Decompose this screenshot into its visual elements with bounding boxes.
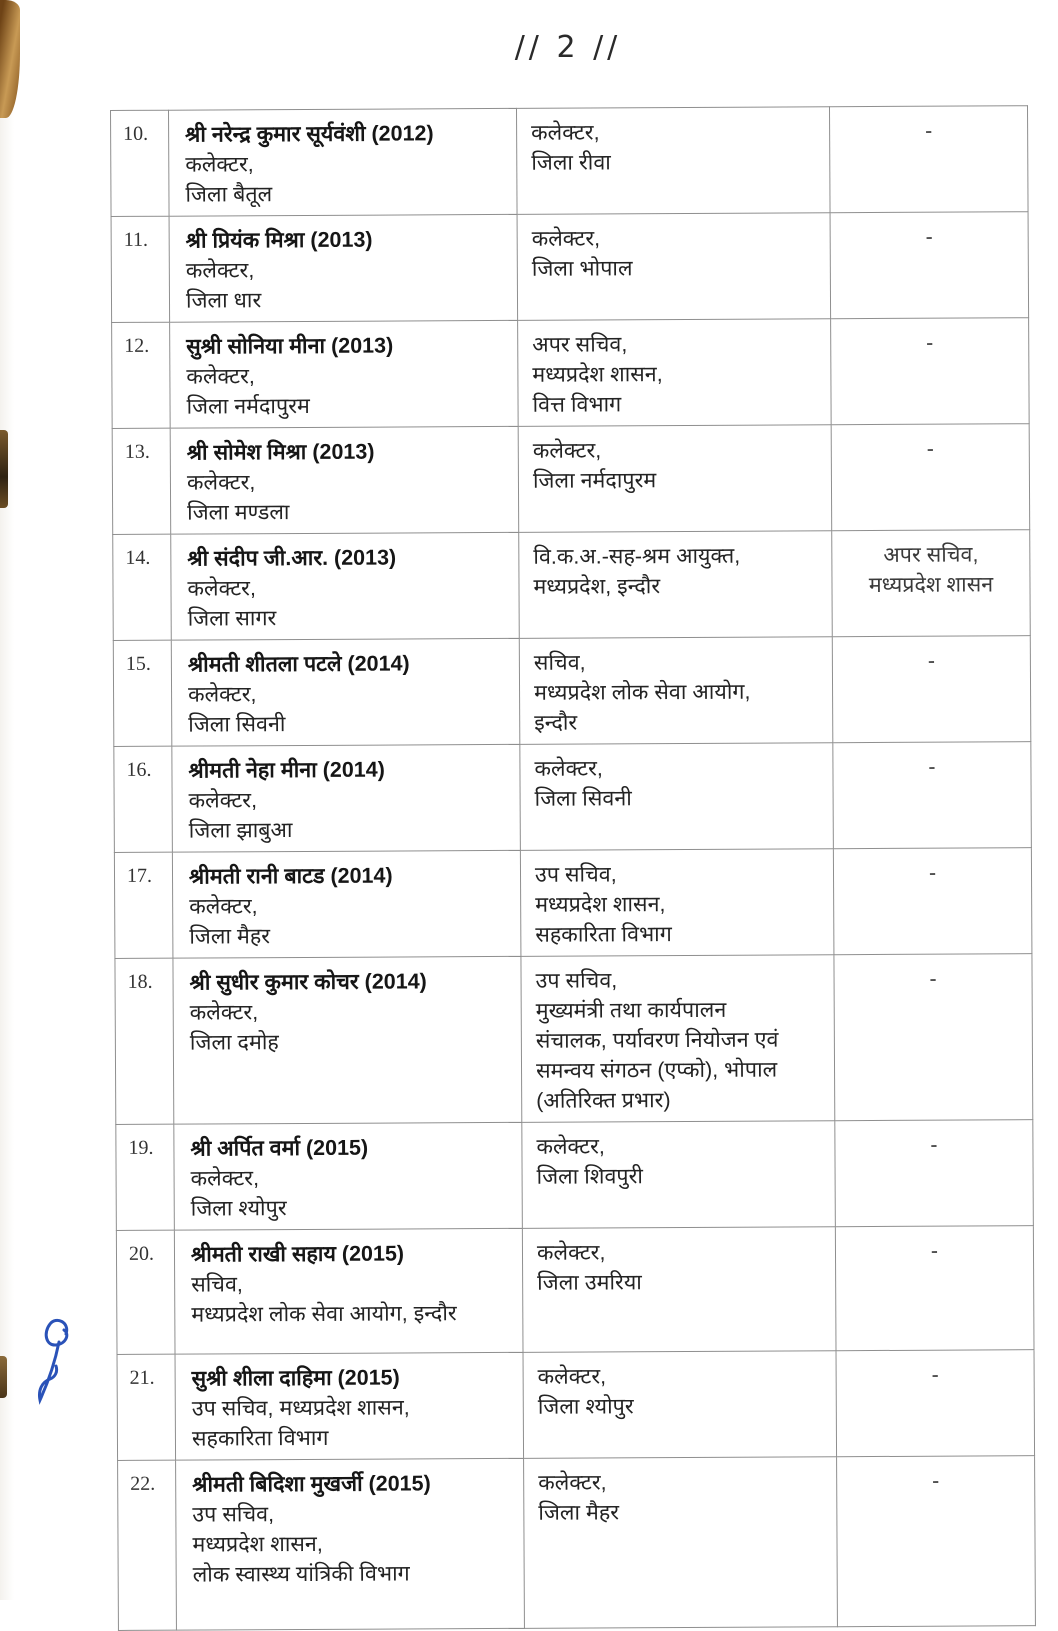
officer-cell xyxy=(174,1228,523,1354)
text-line: - xyxy=(928,754,936,779)
transfer-table xyxy=(110,105,1036,1631)
text-line: श्री नरेन्द्र कुमार सूर्यवंशी (2012) xyxy=(185,121,434,147)
text-line: सहकारिता विभाग xyxy=(535,922,672,947)
text-line: जिला भोपाल xyxy=(531,256,633,281)
text-line: अपर सचिव, xyxy=(883,542,979,567)
text-line: जिला मण्डला xyxy=(187,500,290,525)
text-line: सचिव, xyxy=(191,1272,243,1297)
text-line: मध्यप्रदेश, इन्दौर xyxy=(533,574,661,599)
posting-cell xyxy=(521,955,835,1123)
posting-cell xyxy=(517,213,831,321)
officer-cell xyxy=(173,956,522,1124)
signature-initial-icon xyxy=(26,1312,82,1412)
remarks-cell xyxy=(831,318,1030,425)
transfer-table-body xyxy=(111,106,1036,1631)
text-line: कलेक्टर, xyxy=(536,1134,605,1159)
officer-cell xyxy=(171,638,520,746)
text-line: श्री सुधीर कुमार कोचर (2014) xyxy=(189,969,427,995)
officer-cell xyxy=(175,1352,524,1460)
remarks-cell xyxy=(835,1226,1034,1351)
posting-cell xyxy=(519,531,833,639)
remarks-cell xyxy=(834,954,1033,1121)
text-line: श्रीमती रानी बाटड (2014) xyxy=(188,863,393,889)
text-line: - xyxy=(932,1468,940,1493)
text-line: - xyxy=(930,1238,939,1263)
serial-cell: 10. xyxy=(111,110,170,216)
text-line: - xyxy=(925,224,933,249)
text-line: कलेक्टर, xyxy=(531,226,601,251)
serial-cell: 16. xyxy=(114,746,173,852)
text-line: कलेक्टर, xyxy=(187,576,256,601)
text-line: जिला सिवनी xyxy=(534,786,632,811)
serial-cell: 11. xyxy=(111,216,170,322)
text-line: - xyxy=(930,1132,938,1157)
remarks-cell xyxy=(833,742,1032,849)
table-row xyxy=(112,424,1030,535)
posting-cell xyxy=(520,849,834,957)
posting-cell xyxy=(518,425,832,533)
serial-cell: 22. xyxy=(118,1460,177,1630)
remarks-cell xyxy=(830,212,1029,319)
serial-cell: 14. xyxy=(113,534,172,640)
text-line: श्री अर्पित वर्मा (2015) xyxy=(190,1135,369,1161)
officer-cell xyxy=(169,108,518,216)
text-line: मध्यप्रदेश शासन, xyxy=(532,362,663,387)
remarks-cell xyxy=(837,1456,1036,1627)
officer-cell xyxy=(174,1122,523,1230)
text-line: कलेक्टर, xyxy=(534,756,603,781)
table-row xyxy=(115,954,1033,1125)
serial-cell: 13. xyxy=(112,428,171,534)
text-line: वि.क.अ.-सह-श्रम आयुक्त, xyxy=(533,543,741,569)
posting-cell xyxy=(518,319,832,427)
text-line: (अतिरिक्त प्रभार) xyxy=(536,1088,671,1113)
table-row xyxy=(116,1226,1034,1355)
text-line: - xyxy=(927,648,936,673)
text-line: कलेक्टर, xyxy=(189,1000,259,1025)
text-line: उप सचिव, xyxy=(192,1502,275,1527)
text-line: जिला सिवनी xyxy=(188,712,286,737)
text-line: कलेक्टर, xyxy=(531,120,600,145)
text-line: जिला नर्मदापुरम xyxy=(532,468,657,493)
text-line: इन्दौर xyxy=(534,710,578,735)
text-line: कलेक्टर, xyxy=(185,152,254,177)
text-line: कलेक्टर, xyxy=(186,470,256,495)
text-line: - xyxy=(931,1362,939,1387)
text-line: कलेक्टर, xyxy=(186,364,255,389)
text-line: जिला उमरिया xyxy=(537,1270,642,1295)
remarks-cell xyxy=(836,1350,1035,1457)
serial-cell: 20. xyxy=(116,1230,175,1354)
text-line: मुख्यमंत्री तथा कार्यपालन xyxy=(535,997,727,1023)
scan-edge-artifact-top xyxy=(0,0,20,118)
posting-cell xyxy=(523,1351,837,1459)
text-line: सहकारिता विभाग xyxy=(191,1425,329,1451)
table-row xyxy=(117,1350,1035,1461)
serial-cell: 21. xyxy=(117,1354,176,1460)
text-line: मध्यप्रदेश शासन, xyxy=(192,1531,323,1557)
text-line: कलेक्टर, xyxy=(189,894,258,919)
text-line: कलेक्टर, xyxy=(187,682,257,707)
text-line: श्री संदीप जी.आर. (2013) xyxy=(187,545,397,571)
text-line: मध्यप्रदेश लोक सेवा आयोग, इन्दौर xyxy=(191,1301,457,1327)
text-line: श्री प्रियंक मिश्रा (2013) xyxy=(185,227,373,253)
remarks-cell xyxy=(832,530,1031,637)
text-line: श्रीमती शीतला पटले (2014) xyxy=(187,651,410,677)
text-line: कलेक्टर, xyxy=(537,1364,607,1389)
text-line: समन्वय संगठन (एप्को), भोपाल xyxy=(535,1057,778,1083)
officer-cell xyxy=(176,1458,525,1630)
text-line: - xyxy=(926,330,934,355)
table-row xyxy=(114,848,1032,959)
text-line: कलेक्टर, xyxy=(185,258,255,283)
table-row xyxy=(113,530,1031,641)
serial-cell: 18. xyxy=(115,958,174,1124)
officer-cell xyxy=(171,532,520,640)
text-line: जिला दमोह xyxy=(189,1030,279,1055)
text-line: श्रीमती बिदिशा मुखर्जी (2015) xyxy=(192,1471,431,1497)
text-line: कलेक्टर, xyxy=(538,1470,607,1495)
officer-cell xyxy=(172,744,521,852)
text-line: सुश्री सोनिया मीना (2013) xyxy=(186,333,394,359)
text-line: जिला धार xyxy=(185,288,262,313)
text-line: जिला मैहर xyxy=(538,1500,620,1525)
text-line: सुश्री शीला दाहिमा (2015) xyxy=(191,1365,400,1391)
text-line: - xyxy=(928,860,937,885)
table-row xyxy=(111,212,1029,323)
text-line: श्रीमती राखी सहाय (2015) xyxy=(190,1241,405,1267)
scan-edge-artifact-middle xyxy=(0,430,8,508)
table-row xyxy=(112,318,1030,429)
text-line: संचालक, पर्यावरण नियोजन एवं xyxy=(535,1027,779,1053)
text-line: उप सचिव, xyxy=(534,862,617,887)
remarks-cell xyxy=(832,636,1031,743)
text-line: जिला बैतूल xyxy=(185,182,273,207)
text-line: जिला श्योपुर xyxy=(190,1196,287,1221)
text-line: मध्यप्रदेश शासन xyxy=(868,572,994,598)
text-line: श्रीमती नेहा मीना (2014) xyxy=(188,757,385,783)
text-line: मध्यप्रदेश लोक सेवा आयोग, xyxy=(533,679,751,705)
text-line: जिला रीवा xyxy=(531,150,611,175)
officer-cell xyxy=(169,214,518,322)
text-line: अपर सचिव, xyxy=(532,332,628,357)
table-row xyxy=(111,106,1029,217)
serial-cell: 12. xyxy=(112,322,171,428)
text-line: कलेक्टर, xyxy=(536,1240,606,1265)
text-line: जिला मैहर xyxy=(189,924,271,949)
posting-cell xyxy=(522,1227,836,1353)
text-line: जिला सागर xyxy=(187,606,277,631)
officer-cell xyxy=(170,320,519,428)
text-line: उप सचिव, मध्यप्रदेश शासन, xyxy=(191,1395,410,1421)
officer-cell xyxy=(172,850,521,958)
text-line: मध्यप्रदेश शासन, xyxy=(535,892,666,917)
table-row xyxy=(116,1120,1034,1231)
text-line: कलेक्टर, xyxy=(190,1166,260,1191)
text-line: जिला नर्मदापुरम xyxy=(186,393,310,419)
table-row xyxy=(114,742,1032,853)
serial-cell: 17. xyxy=(114,852,173,958)
remarks-cell xyxy=(829,106,1028,213)
serial-cell: 15. xyxy=(113,640,172,746)
text-line: - xyxy=(926,436,934,461)
text-line: उप सचिव, xyxy=(535,968,618,993)
text-line: लोक स्वास्थ्य यांत्रिकी विभाग xyxy=(192,1561,410,1587)
page-number: // 2 // xyxy=(514,30,622,65)
text-line: वित्त विभाग xyxy=(532,392,622,417)
scan-edge-artifact-bottom xyxy=(0,1356,7,1398)
text-line: - xyxy=(929,966,937,991)
posting-cell xyxy=(522,1121,836,1229)
text-line: जिला श्योपुर xyxy=(537,1394,634,1419)
officer-cell xyxy=(170,426,519,534)
remarks-cell xyxy=(831,424,1030,531)
text-line: श्री सोमेश मिश्रा (2013) xyxy=(186,439,375,465)
posting-cell xyxy=(520,743,834,851)
posting-cell xyxy=(519,637,833,745)
table-row xyxy=(118,1456,1036,1631)
remarks-cell xyxy=(833,848,1032,955)
text-line: जिला झाबुआ xyxy=(188,818,293,843)
posting-cell xyxy=(516,107,830,215)
table-row xyxy=(113,636,1031,747)
text-line: कलेक्टर, xyxy=(188,788,258,813)
text-line: जिला शिवपुरी xyxy=(536,1164,644,1189)
serial-cell: 19. xyxy=(116,1124,175,1230)
text-line: कलेक्टर, xyxy=(532,438,602,463)
posting-cell xyxy=(524,1457,838,1629)
text-line: - xyxy=(924,118,933,143)
remarks-cell xyxy=(835,1120,1034,1227)
text-line: सचिव, xyxy=(533,650,586,675)
